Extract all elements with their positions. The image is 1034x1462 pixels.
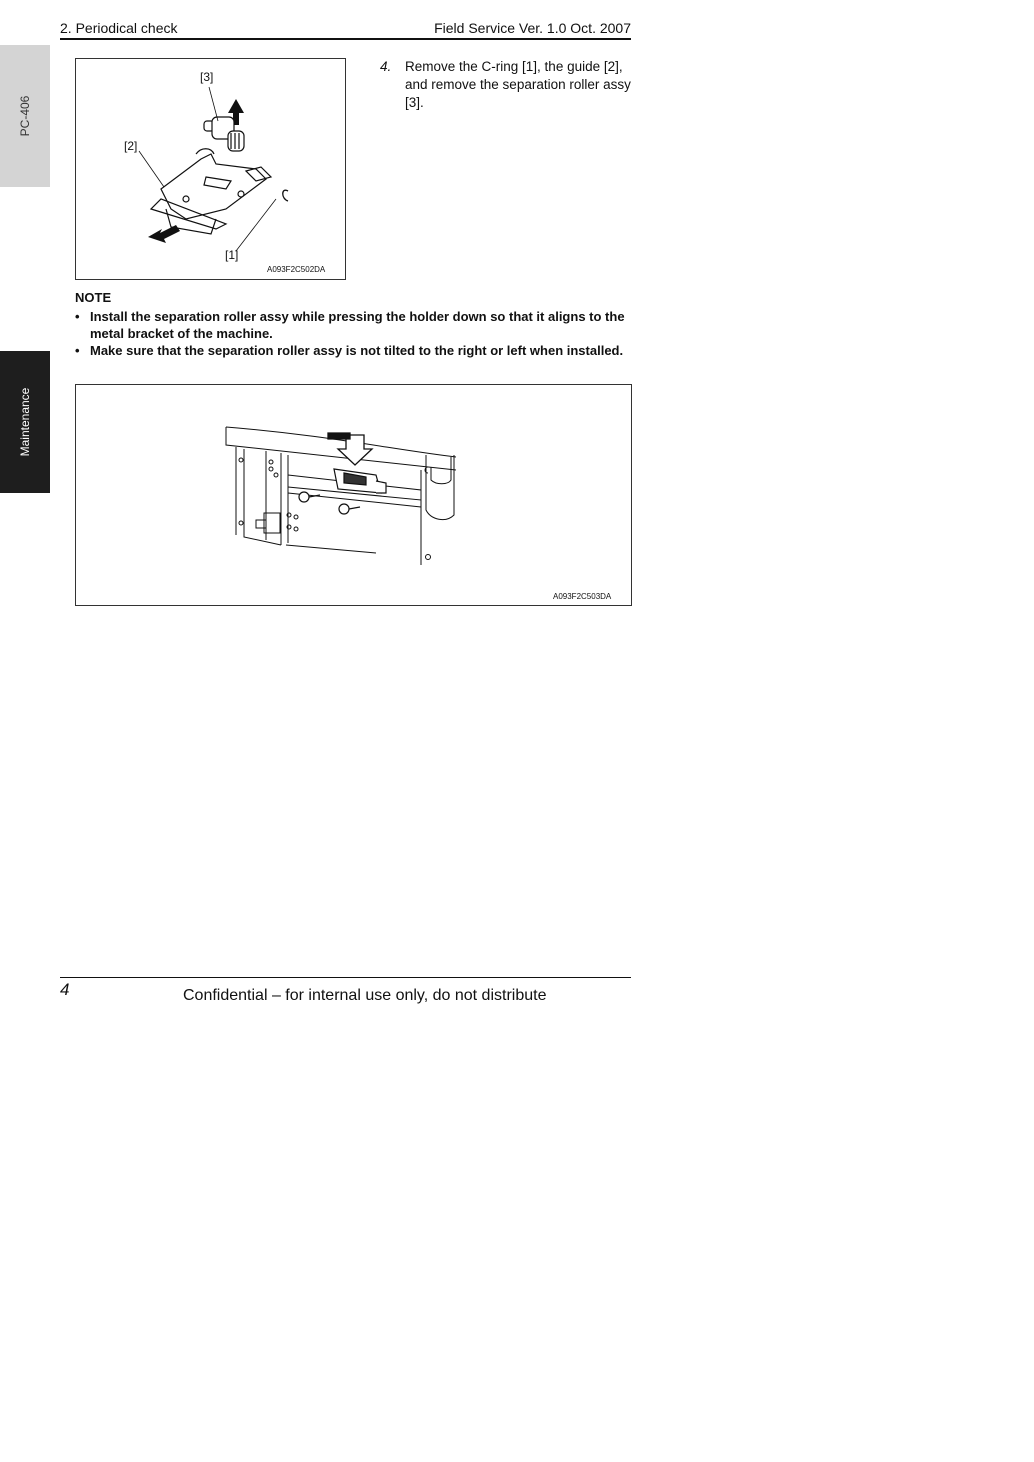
footer-notice: Confidential – for internal use only, do not distribute xyxy=(183,987,547,1004)
step-number: 4. xyxy=(380,59,392,74)
bullet-icon: • xyxy=(75,309,80,324)
side-tab-maintenance xyxy=(0,351,50,493)
callout-c-ring: [1] xyxy=(225,248,239,262)
note-title: NOTE xyxy=(75,290,112,305)
guide-bracket-icon xyxy=(151,149,271,234)
note-item-text: Make sure that the separation roller assy is not tilted to the right or left when installed. xyxy=(90,343,624,358)
screw-icon xyxy=(299,492,360,514)
figure-code: A093F2C503DA xyxy=(553,592,612,601)
figure-code: A093F2C502DA xyxy=(267,265,326,274)
side-tab-maintenance-label: Maintenance xyxy=(18,387,32,457)
separation-roller-assy-icon xyxy=(334,469,386,493)
callout-guide: [2] xyxy=(124,139,138,153)
header-rule xyxy=(60,38,631,40)
callout-roller-assy: [3] xyxy=(200,70,214,84)
figure-roller-installation xyxy=(75,384,632,606)
header-section-title: 2. Periodical check xyxy=(60,20,178,36)
step-text: Remove the C-ring [1], the guide [2], and remove the separation roller assy [3]. xyxy=(405,59,631,110)
page-number: 4 xyxy=(60,980,70,999)
side-tab-model xyxy=(0,45,50,187)
footer-rule xyxy=(60,977,631,978)
bullet-icon: • xyxy=(75,343,80,358)
c-ring-icon xyxy=(283,190,288,201)
machine-frame-icon xyxy=(226,427,456,565)
roller-removal-illustration xyxy=(76,59,347,281)
installation-illustration xyxy=(76,385,633,607)
header-version: Field Service Ver. 1.0 Oct. 2007 xyxy=(434,20,631,36)
side-tab-model-label: PC-406 xyxy=(18,95,32,137)
down-left-arrow-icon xyxy=(148,225,180,243)
figure-separation-roller-removal xyxy=(75,58,346,280)
note-item-text: Install the separation roller assy while pressing the holder down so that it aligns to the metal bracket of the machine. xyxy=(90,309,625,341)
